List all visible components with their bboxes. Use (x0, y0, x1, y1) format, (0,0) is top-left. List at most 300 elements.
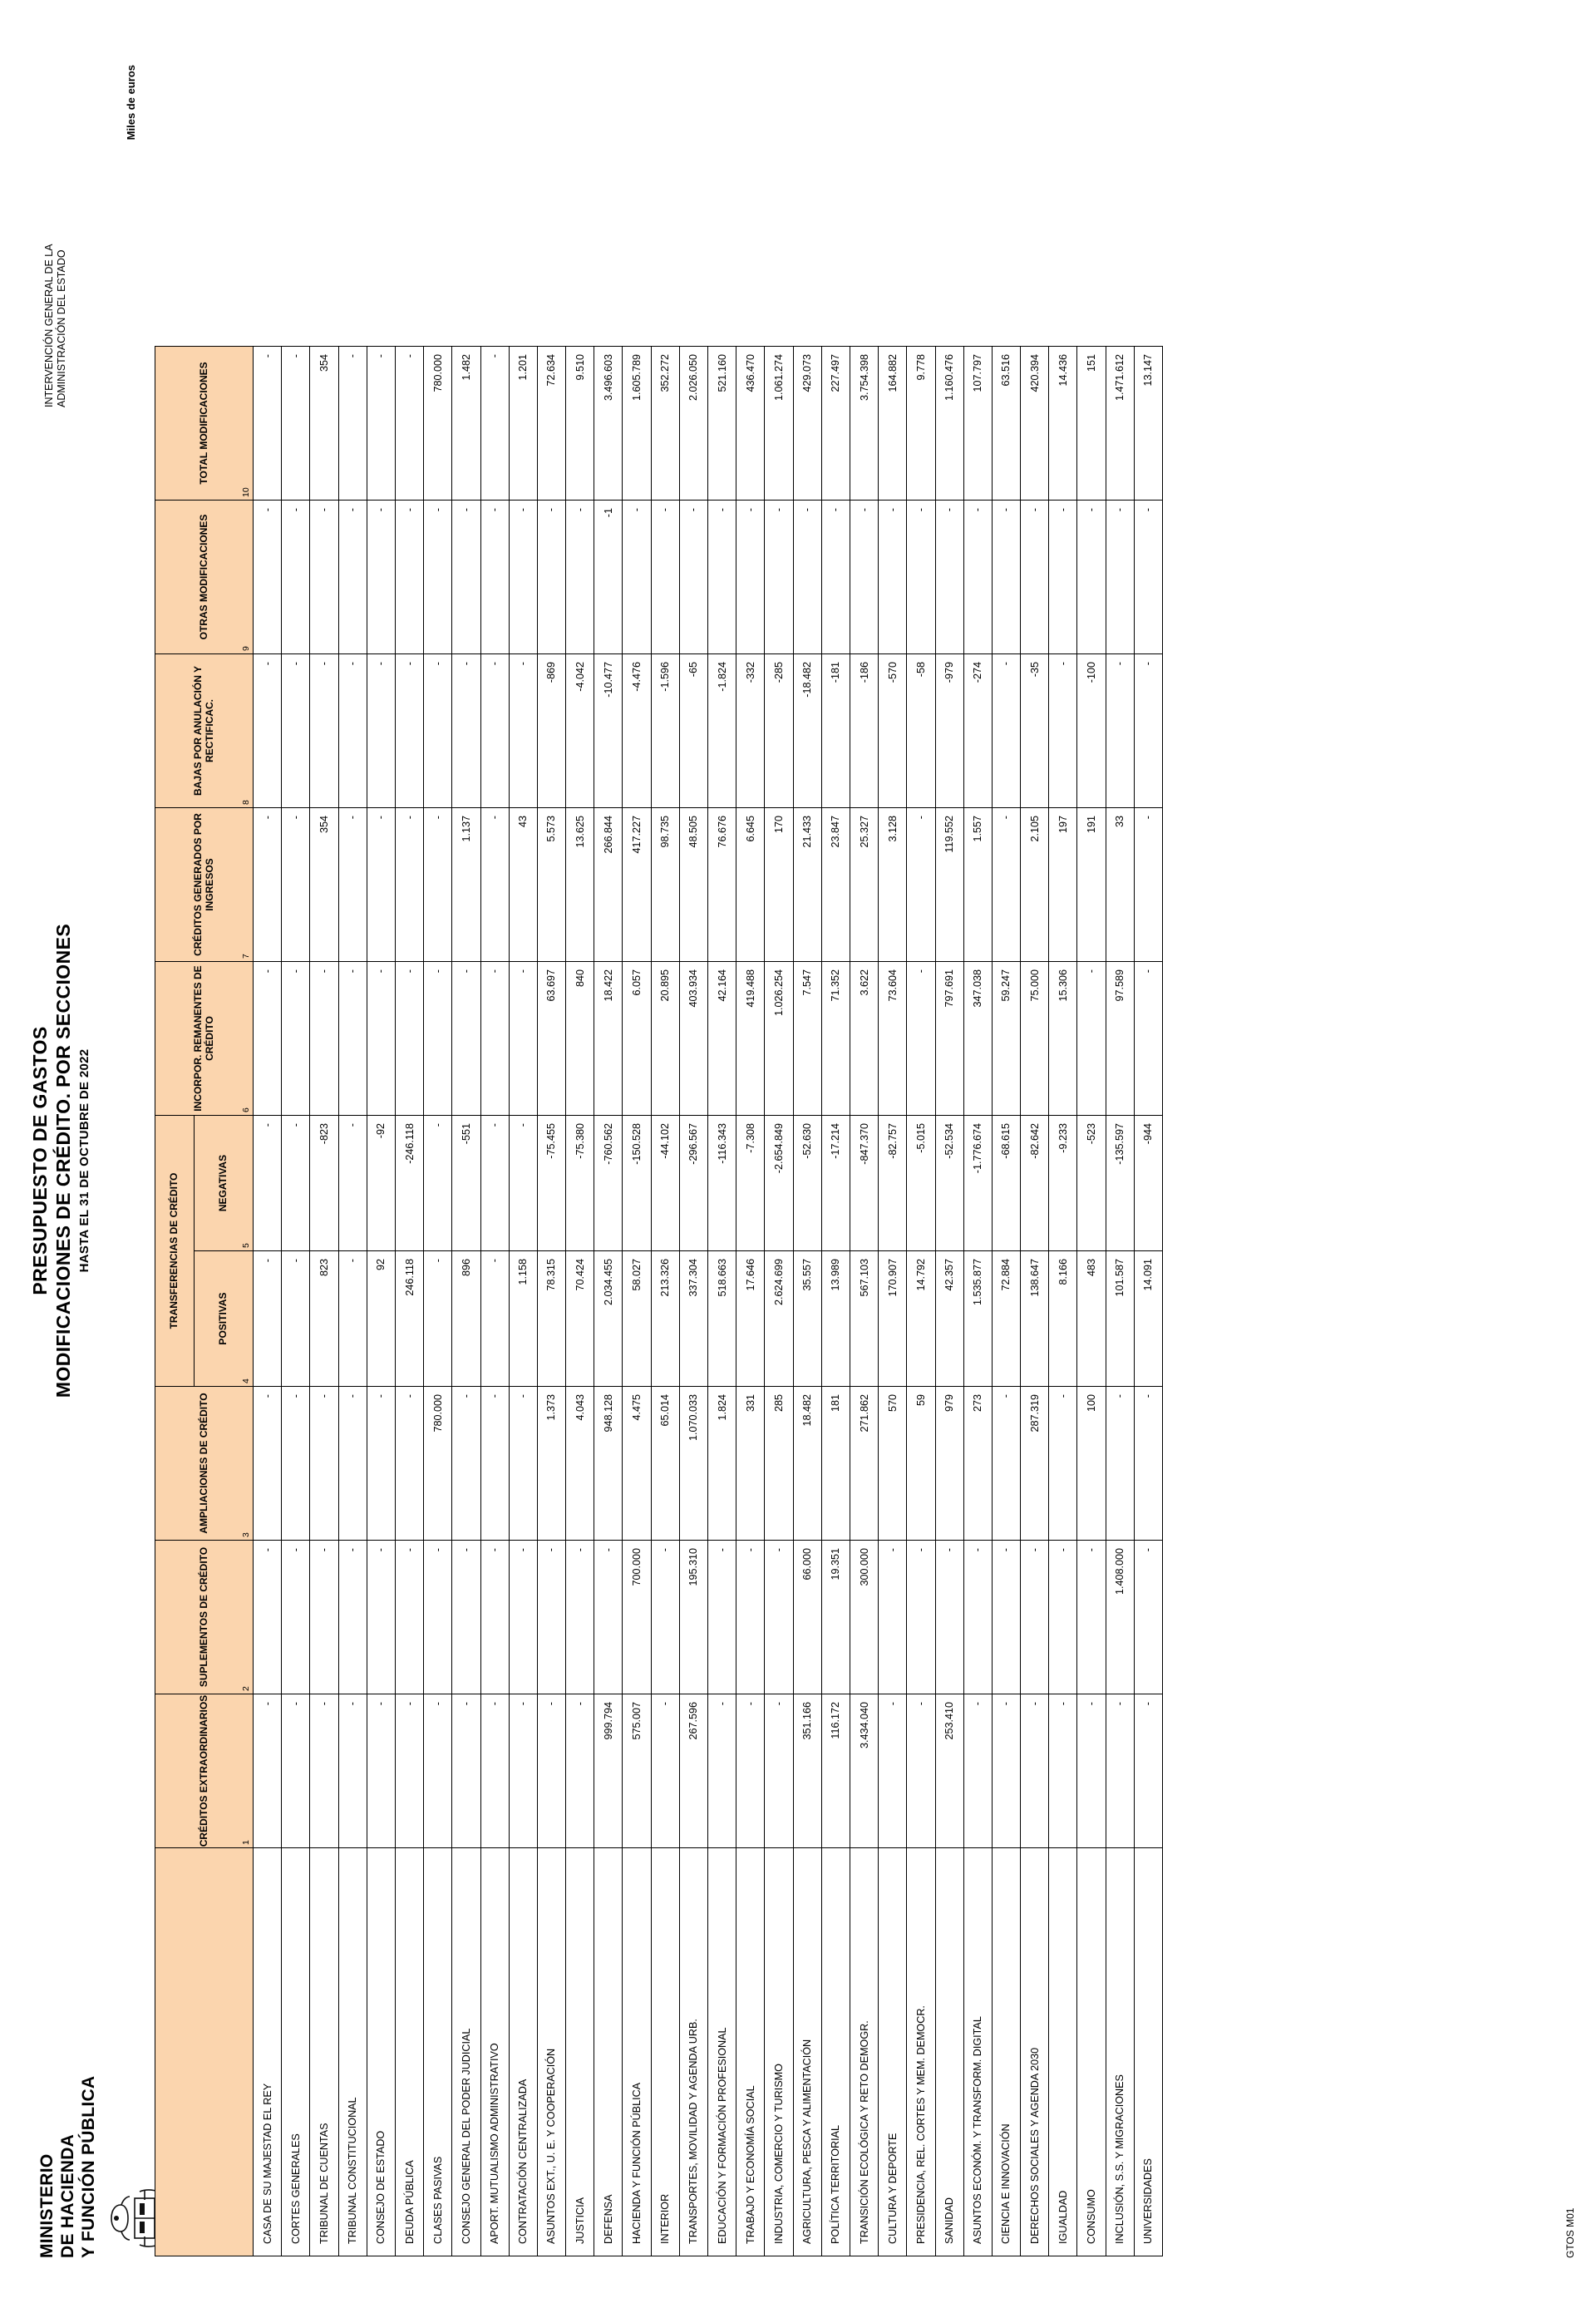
cell-transferencias-negativas: -75.455 (537, 1116, 565, 1251)
cell-transferencias-negativas: -44.102 (651, 1116, 679, 1251)
cell-otras-modificaciones: - (623, 501, 651, 654)
row-section-label: TRANSPORTES, MOVILIDAD Y AGENDA URB. (679, 1848, 707, 2256)
row-section-label: AGRICULTURA, PESCA Y ALIMENTACIÓN (793, 1848, 821, 2256)
cell-incorporacion-remanentes: 59.247 (992, 962, 1020, 1116)
cell-suplementos-credito: 19.351 (821, 1541, 850, 1694)
cell-total-modificaciones: 227.497 (821, 347, 850, 501)
cell-bajas-anulacion: -274 (963, 654, 992, 808)
cell-suplementos-credito: - (935, 1541, 963, 1694)
table-row (651, 347, 679, 2256)
cell-ampliaciones-credito: 780.000 (424, 1387, 452, 1541)
table-row (254, 347, 282, 2256)
cell-ampliaciones-credito: 948.128 (594, 1387, 623, 1541)
row-section-label: INCLUSIÓN, S.S. Y MIGRACIONES (1106, 1848, 1134, 2256)
cell-ampliaciones-credito: 100 (1077, 1387, 1106, 1541)
cell-ampliaciones-credito: 1.373 (537, 1387, 565, 1541)
cell-transferencias-negativas: -2.654.849 (765, 1116, 793, 1251)
row-section-label: DEFENSA (594, 1848, 623, 2256)
cell-bajas-anulacion: -332 (736, 654, 765, 808)
cell-bajas-anulacion: -869 (537, 654, 565, 808)
header-bajas-anulacion: BAJAS POR ANULACIÓN Y RECTIFICAC. 8 (155, 654, 254, 808)
table-row (821, 347, 850, 2256)
cell-transferencias-negativas: -944 (1134, 1116, 1162, 1251)
cell-total-modificaciones: 436.470 (736, 347, 765, 501)
cell-total-modificaciones: 14.436 (1049, 347, 1077, 501)
cell-incorporacion-remanentes: - (907, 962, 935, 1116)
table-row (736, 347, 765, 2256)
cell-ampliaciones-credito: 570 (879, 1387, 907, 1541)
table-row (992, 347, 1020, 2256)
cell-creditos-generados-ingresos: - (992, 808, 1020, 962)
cell-total-modificaciones: 2.026.050 (679, 347, 707, 501)
row-section-label: JUSTICIA (566, 1848, 594, 2256)
cell-creditos-generados-ingresos: 417.227 (623, 808, 651, 962)
cell-suplementos-credito: - (509, 1541, 537, 1694)
cell-total-modificaciones: - (338, 347, 367, 501)
cell-ampliaciones-credito: - (367, 1387, 395, 1541)
cell-bajas-anulacion: -10.477 (594, 654, 623, 808)
cell-ampliaciones-credito: - (338, 1387, 367, 1541)
row-section-label: APORT. MUTUALISMO ADMINISTRATIVO (480, 1848, 509, 2256)
header-ampliaciones-credito: AMPLIACIONES DE CRÉDITO 3 (155, 1387, 254, 1541)
row-section-label: TRABAJO Y ECONOMÍA SOCIAL (736, 1848, 765, 2256)
row-section-label: IGUALDAD (1049, 1848, 1077, 2256)
cell-creditos-extraordinarios: - (651, 1694, 679, 1848)
cell-ampliaciones-credito: 1.070.033 (679, 1387, 707, 1541)
cell-bajas-anulacion: - (1134, 654, 1162, 808)
cell-creditos-extraordinarios: - (907, 1694, 935, 1848)
cell-bajas-anulacion: - (452, 654, 480, 808)
col-number-1: 1 (240, 1840, 251, 1845)
cell-suplementos-credito: - (963, 1541, 992, 1694)
header-section (155, 1848, 254, 2256)
cell-otras-modificaciones: - (1077, 501, 1106, 654)
cell-otras-modificaciones: - (282, 501, 310, 654)
cell-creditos-extraordinarios: - (1049, 1694, 1077, 1848)
cell-transferencias-positivas: 13.989 (821, 1251, 850, 1387)
cell-total-modificaciones: 63.516 (992, 347, 1020, 501)
cell-transferencias-negativas: -82.642 (1021, 1116, 1049, 1251)
cell-creditos-extraordinarios: 267.596 (679, 1694, 707, 1848)
cell-suplementos-credito: 1.408.000 (1106, 1541, 1134, 1694)
cell-transferencias-negativas: -847.370 (850, 1116, 878, 1251)
cell-incorporacion-remanentes: 73.604 (879, 962, 907, 1116)
cell-total-modificaciones: 164.882 (879, 347, 907, 501)
cell-incorporacion-remanentes: - (480, 962, 509, 1116)
cell-bajas-anulacion: -18.482 (793, 654, 821, 808)
cell-creditos-generados-ingresos: - (254, 808, 282, 962)
table-row (594, 347, 623, 2256)
cell-bajas-anulacion: -1.596 (651, 654, 679, 808)
row-section-label: TRIBUNAL CONSTITUCIONAL (338, 1848, 367, 2256)
cell-bajas-anulacion: -100 (1077, 654, 1106, 808)
cell-transferencias-negativas: -1.776.674 (963, 1116, 992, 1251)
cell-suplementos-credito: - (736, 1541, 765, 1694)
cell-otras-modificaciones: - (736, 501, 765, 654)
cell-creditos-extraordinarios: 575.007 (623, 1694, 651, 1848)
cell-total-modificaciones: - (282, 347, 310, 501)
row-section-label: DERECHOS SOCIALES Y AGENDA 2030 (1021, 1848, 1049, 2256)
cell-transferencias-positivas: 101.587 (1106, 1251, 1134, 1387)
ministry-heading (37, 1901, 99, 2258)
cell-creditos-generados-ingresos: 1.137 (452, 808, 480, 962)
cell-creditos-extraordinarios: - (963, 1694, 992, 1848)
col-number-6: 6 (240, 1107, 251, 1112)
cell-transferencias-positivas: 567.103 (850, 1251, 878, 1387)
cell-otras-modificaciones: - (395, 501, 423, 654)
cell-ampliaciones-credito: 287.319 (1021, 1387, 1049, 1541)
cell-transferencias-negativas: - (254, 1116, 282, 1251)
cell-ampliaciones-credito: 4.043 (566, 1387, 594, 1541)
cell-otras-modificaciones: - (1106, 501, 1134, 654)
row-section-label: CIENCIA E INNOVACIÓN (992, 1848, 1020, 2256)
cell-transferencias-positivas: 42.357 (935, 1251, 963, 1387)
cell-otras-modificaciones: - (254, 501, 282, 654)
cell-total-modificaciones: 72.634 (537, 347, 565, 501)
cell-incorporacion-remanentes: 63.697 (537, 962, 565, 1116)
cell-transferencias-positivas: 2.624.699 (765, 1251, 793, 1387)
cell-transferencias-negativas: -52.630 (793, 1116, 821, 1251)
cell-creditos-extraordinarios: - (992, 1694, 1020, 1848)
cell-ampliaciones-credito: - (480, 1387, 509, 1541)
cell-transferencias-negativas: -82.757 (879, 1116, 907, 1251)
office-line-2: ADMINISTRACIÓN DEL ESTADO (56, 249, 67, 407)
col-number-3: 3 (240, 1532, 251, 1537)
cell-suplementos-credito: - (282, 1541, 310, 1694)
header-total-modificaciones: TOTAL MODIFICACIONES 10 (155, 347, 254, 501)
row-section-label: CULTURA Y DEPORTE (879, 1848, 907, 2256)
cell-transferencias-negativas: -7.308 (736, 1116, 765, 1251)
table-row (424, 347, 452, 2256)
cell-creditos-generados-ingresos: 5.573 (537, 808, 565, 962)
row-section-label: ASUNTOS EXT., U. E. Y COOPERACIÓN (537, 1848, 565, 2256)
cell-transferencias-negativas: - (282, 1116, 310, 1251)
cell-ampliaciones-credito: - (1106, 1387, 1134, 1541)
cell-transferencias-positivas: 1.535.877 (963, 1251, 992, 1387)
col-number-5: 5 (240, 1243, 251, 1248)
cell-total-modificaciones: 9.778 (907, 347, 935, 501)
cell-total-modificaciones: 429.073 (793, 347, 821, 501)
units-label: Miles de euros (125, 65, 137, 141)
cell-suplementos-credito: - (254, 1541, 282, 1694)
cell-suplementos-credito: 66.000 (793, 1541, 821, 1694)
cell-transferencias-negativas: -246.118 (395, 1116, 423, 1251)
cell-creditos-extraordinarios: - (1077, 1694, 1106, 1848)
cell-otras-modificaciones: - (679, 501, 707, 654)
cell-suplementos-credito: - (537, 1541, 565, 1694)
cell-otras-modificaciones: - (1049, 501, 1077, 654)
cell-bajas-anulacion: - (480, 654, 509, 808)
cell-transferencias-negativas: - (424, 1116, 452, 1251)
title-line-1: PRESUPUESTO DE GASTOS (29, 1026, 51, 1295)
cell-transferencias-positivas: 14.792 (907, 1251, 935, 1387)
cell-suplementos-credito: 300.000 (850, 1541, 878, 1694)
cell-incorporacion-remanentes: 419.488 (736, 962, 765, 1116)
cell-transferencias-positivas: 35.557 (793, 1251, 821, 1387)
cell-bajas-anulacion: - (1106, 654, 1134, 808)
cell-creditos-generados-ingresos: 76.676 (708, 808, 736, 962)
cell-creditos-extraordinarios: 351.166 (793, 1694, 821, 1848)
cell-creditos-generados-ingresos: 6.645 (736, 808, 765, 962)
cell-transferencias-positivas: 17.646 (736, 1251, 765, 1387)
cell-otras-modificaciones: - (907, 501, 935, 654)
cell-transferencias-positivas: 58.027 (623, 1251, 651, 1387)
cell-ampliaciones-credito: 18.482 (793, 1387, 821, 1541)
table-row (850, 347, 878, 2256)
cell-otras-modificaciones: - (338, 501, 367, 654)
cell-ampliaciones-credito: 285 (765, 1387, 793, 1541)
cell-incorporacion-remanentes: 18.422 (594, 962, 623, 1116)
cell-incorporacion-remanentes: - (338, 962, 367, 1116)
cell-bajas-anulacion: -570 (879, 654, 907, 808)
row-section-label: TRANSICIÓN ECOLÓGICA Y RETO DEMOGR. (850, 1848, 878, 2256)
cell-creditos-extraordinarios: - (537, 1694, 565, 1848)
cell-ampliaciones-credito: - (254, 1387, 282, 1541)
cell-total-modificaciones: 521.160 (708, 347, 736, 501)
cell-otras-modificaciones: - (708, 501, 736, 654)
row-section-label: INDUSTRIA, COMERCIO Y TURISMO (765, 1848, 793, 2256)
cell-creditos-generados-ingresos: 48.505 (679, 808, 707, 962)
cell-creditos-generados-ingresos: 43 (509, 808, 537, 962)
cell-suplementos-credito: - (310, 1541, 338, 1694)
cell-otras-modificaciones: - (935, 501, 963, 654)
cell-incorporacion-remanentes: - (367, 962, 395, 1116)
cell-transferencias-positivas: 138.647 (1021, 1251, 1049, 1387)
cell-bajas-anulacion: - (367, 654, 395, 808)
cell-transferencias-positivas: - (480, 1251, 509, 1387)
cell-transferencias-negativas: -68.615 (992, 1116, 1020, 1251)
table-row (1077, 347, 1106, 2256)
row-section-label: HACIENDA Y FUNCIÓN PÚBLICA (623, 1848, 651, 2256)
cell-otras-modificaciones: - (509, 501, 537, 654)
row-section-label: CLASES PASIVAS (424, 1848, 452, 2256)
cell-creditos-generados-ingresos: 1.557 (963, 808, 992, 962)
row-section-label: TRIBUNAL DE CUENTAS (310, 1848, 338, 2256)
modifications-table (155, 346, 1163, 2256)
cell-transferencias-negativas: -116.343 (708, 1116, 736, 1251)
table-row (282, 347, 310, 2256)
row-section-label: ASUNTOS ECONÓM. Y TRANSFORM. DIGITAL (963, 1848, 992, 2256)
cell-otras-modificaciones: - (821, 501, 850, 654)
cell-bajas-anulacion: -979 (935, 654, 963, 808)
cell-suplementos-credito: - (1049, 1541, 1077, 1694)
row-section-label: CONSEJO DE ESTADO (367, 1848, 395, 2256)
cell-creditos-generados-ingresos: 21.433 (793, 808, 821, 962)
cell-transferencias-positivas: 213.326 (651, 1251, 679, 1387)
cell-creditos-extraordinarios: - (480, 1694, 509, 1848)
cell-otras-modificaciones: - (424, 501, 452, 654)
row-section-label: PRESIDENCIA, REL. CORTES Y MEM. DEMOCR. (907, 1848, 935, 2256)
cell-suplementos-credito: - (367, 1541, 395, 1694)
cell-total-modificaciones: - (367, 347, 395, 501)
table-row (1134, 347, 1162, 2256)
cell-ampliaciones-credito: 59 (907, 1387, 935, 1541)
cell-suplementos-credito: - (480, 1541, 509, 1694)
cell-otras-modificaciones: - (1134, 501, 1162, 654)
cell-transferencias-positivas: - (254, 1251, 282, 1387)
col-number-8: 8 (240, 800, 251, 805)
cell-otras-modificaciones: - (793, 501, 821, 654)
cell-suplementos-credito: - (879, 1541, 907, 1694)
cell-transferencias-positivas: 823 (310, 1251, 338, 1387)
cell-suplementos-credito: - (566, 1541, 594, 1694)
cell-transferencias-positivas: 14.091 (1134, 1251, 1162, 1387)
cell-suplementos-credito: - (1134, 1541, 1162, 1694)
cell-transferencias-positivas: 70.424 (566, 1251, 594, 1387)
cell-transferencias-positivas: 8.166 (1049, 1251, 1077, 1387)
cell-transferencias-positivas: - (338, 1251, 367, 1387)
cell-otras-modificaciones: - (963, 501, 992, 654)
cell-transferencias-positivas: - (282, 1251, 310, 1387)
cell-creditos-extraordinarios: - (254, 1694, 282, 1848)
cell-creditos-generados-ingresos: 266.844 (594, 808, 623, 962)
cell-suplementos-credito: - (651, 1541, 679, 1694)
cell-suplementos-credito: - (1021, 1541, 1049, 1694)
cell-otras-modificaciones: - (367, 501, 395, 654)
cell-bajas-anulacion: -1.824 (708, 654, 736, 808)
cell-bajas-anulacion: -186 (850, 654, 878, 808)
cell-incorporacion-remanentes: 71.352 (821, 962, 850, 1116)
cell-creditos-extraordinarios: - (879, 1694, 907, 1848)
cell-ampliaciones-credito: - (1134, 1387, 1162, 1541)
cell-incorporacion-remanentes: 97.589 (1106, 962, 1134, 1116)
cell-ampliaciones-credito: 4.475 (623, 1387, 651, 1541)
cell-transferencias-positivas: 1.158 (509, 1251, 537, 1387)
cell-otras-modificaciones: - (850, 501, 878, 654)
cell-ampliaciones-credito: - (452, 1387, 480, 1541)
cell-total-modificaciones: - (480, 347, 509, 501)
cell-transferencias-positivas: 337.304 (679, 1251, 707, 1387)
cell-total-modificaciones: 3.754.398 (850, 347, 878, 501)
cell-creditos-generados-ingresos: 3.128 (879, 808, 907, 962)
row-section-label: CORTES GENERALES (282, 1848, 310, 2256)
cell-suplementos-credito: - (395, 1541, 423, 1694)
cell-creditos-generados-ingresos: 2.105 (1021, 808, 1049, 962)
cell-total-modificaciones: 420.394 (1021, 347, 1049, 501)
cell-creditos-extraordinarios: - (1134, 1694, 1162, 1848)
cell-incorporacion-remanentes: - (424, 962, 452, 1116)
cell-transferencias-negativas: - (480, 1116, 509, 1251)
cell-transferencias-positivas: 78.315 (537, 1251, 565, 1387)
cell-incorporacion-remanentes: - (254, 962, 282, 1116)
cell-creditos-generados-ingresos: 98.735 (651, 808, 679, 962)
cell-bajas-anulacion: -4.476 (623, 654, 651, 808)
cell-creditos-generados-ingresos: 23.847 (821, 808, 850, 962)
document-code: GTOS M01 (1564, 2207, 1576, 2258)
cell-incorporacion-remanentes: - (282, 962, 310, 1116)
cell-total-modificaciones: 1.471.612 (1106, 347, 1134, 501)
cell-creditos-extraordinarios: - (1021, 1694, 1049, 1848)
table-row (935, 347, 963, 2256)
cell-creditos-generados-ingresos: - (338, 808, 367, 962)
cell-suplementos-credito: - (452, 1541, 480, 1694)
header-creditos-extraordinarios: CRÉDITOS EXTRAORDINARIOS 1 (155, 1694, 254, 1848)
cell-ampliaciones-credito: - (509, 1387, 537, 1541)
cell-suplementos-credito: - (992, 1541, 1020, 1694)
row-section-label: CONTRATACIÓN CENTRALIZADA (509, 1848, 537, 2256)
table-row (395, 347, 423, 2256)
cell-transferencias-negativas: - (338, 1116, 367, 1251)
cell-transferencias-positivas: 2.034.455 (594, 1251, 623, 1387)
cell-creditos-extraordinarios: 999.794 (594, 1694, 623, 1848)
cell-creditos-generados-ingresos: 119.552 (935, 808, 963, 962)
row-section-label: DEUDA PÚBLICA (395, 1848, 423, 2256)
cell-bajas-anulacion: -35 (1021, 654, 1049, 808)
cell-otras-modificaciones: - (992, 501, 1020, 654)
cell-transferencias-positivas: - (424, 1251, 452, 1387)
cell-creditos-generados-ingresos: - (1134, 808, 1162, 962)
cell-ampliaciones-credito: 65.014 (651, 1387, 679, 1541)
cell-bajas-anulacion: - (254, 654, 282, 808)
cell-otras-modificaciones: - (480, 501, 509, 654)
cell-incorporacion-remanentes: - (1077, 962, 1106, 1116)
cell-creditos-extraordinarios: - (765, 1694, 793, 1848)
cell-creditos-extraordinarios: - (509, 1694, 537, 1848)
cell-total-modificaciones: 1.605.789 (623, 347, 651, 501)
table-body (254, 347, 1163, 2256)
cell-incorporacion-remanentes: 15.306 (1049, 962, 1077, 1116)
row-section-label: CONSUMO (1077, 1848, 1106, 2256)
cell-transferencias-negativas: -296.567 (679, 1116, 707, 1251)
cell-suplementos-credito: - (1077, 1541, 1106, 1694)
cell-bajas-anulacion: - (338, 654, 367, 808)
col-number-4: 4 (240, 1378, 251, 1383)
cell-bajas-anulacion: - (992, 654, 1020, 808)
table-row (1049, 347, 1077, 2256)
cell-creditos-generados-ingresos: - (907, 808, 935, 962)
table-row (310, 347, 338, 2256)
cell-transferencias-negativas: -17.214 (821, 1116, 850, 1251)
cell-transferencias-positivas: 896 (452, 1251, 480, 1387)
cell-suplementos-credito: - (907, 1541, 935, 1694)
cell-creditos-generados-ingresos: 354 (310, 808, 338, 962)
row-section-label: POLÍTICA TERRITORIAL (821, 1848, 850, 2256)
office-line-1: INTERVENCIÓN GENERAL DE LA (43, 244, 55, 407)
header-incorporacion-remanentes: INCORPOR. REMANENTES DE CRÉDITO 6 (155, 962, 254, 1116)
title-line-3: HASTA EL 31 DE OCTUBRE DE 2022 (77, 1048, 91, 1273)
cell-ampliaciones-credito: 979 (935, 1387, 963, 1541)
cell-total-modificaciones: 352.272 (651, 347, 679, 501)
cell-suplementos-credito: 195.310 (679, 1541, 707, 1694)
cell-incorporacion-remanentes: 3.622 (850, 962, 878, 1116)
cell-creditos-generados-ingresos: - (480, 808, 509, 962)
cell-total-modificaciones: - (395, 347, 423, 501)
cell-ampliaciones-credito: - (992, 1387, 1020, 1541)
cell-creditos-extraordinarios: - (736, 1694, 765, 1848)
table-row (679, 347, 707, 2256)
cell-transferencias-negativas: - (509, 1116, 537, 1251)
cell-total-modificaciones: - (254, 347, 282, 501)
cell-transferencias-negativas: -760.562 (594, 1116, 623, 1251)
cell-incorporacion-remanentes: 20.895 (651, 962, 679, 1116)
cell-incorporacion-remanentes: - (509, 962, 537, 1116)
cell-transferencias-positivas: 92 (367, 1251, 395, 1387)
cell-total-modificaciones: 1.201 (509, 347, 537, 501)
table-row (566, 347, 594, 2256)
row-section-label: CONSEJO GENERAL DEL PODER JUDICIAL (452, 1848, 480, 2256)
cell-total-modificaciones: 1.160.476 (935, 347, 963, 501)
cell-suplementos-credito: - (424, 1541, 452, 1694)
cell-creditos-extraordinarios: 3.434.040 (850, 1694, 878, 1848)
header-suplementos-credito: SUPLEMENTOS DE CRÉDITO 2 (155, 1541, 254, 1694)
cell-incorporacion-remanentes: - (452, 962, 480, 1116)
cell-transferencias-positivas: 483 (1077, 1251, 1106, 1387)
cell-creditos-extraordinarios: - (708, 1694, 736, 1848)
cell-transferencias-positivas: 518.663 (708, 1251, 736, 1387)
cell-total-modificaciones: 1.482 (452, 347, 480, 501)
table-row (708, 347, 736, 2256)
cell-incorporacion-remanentes: 403.934 (679, 962, 707, 1116)
